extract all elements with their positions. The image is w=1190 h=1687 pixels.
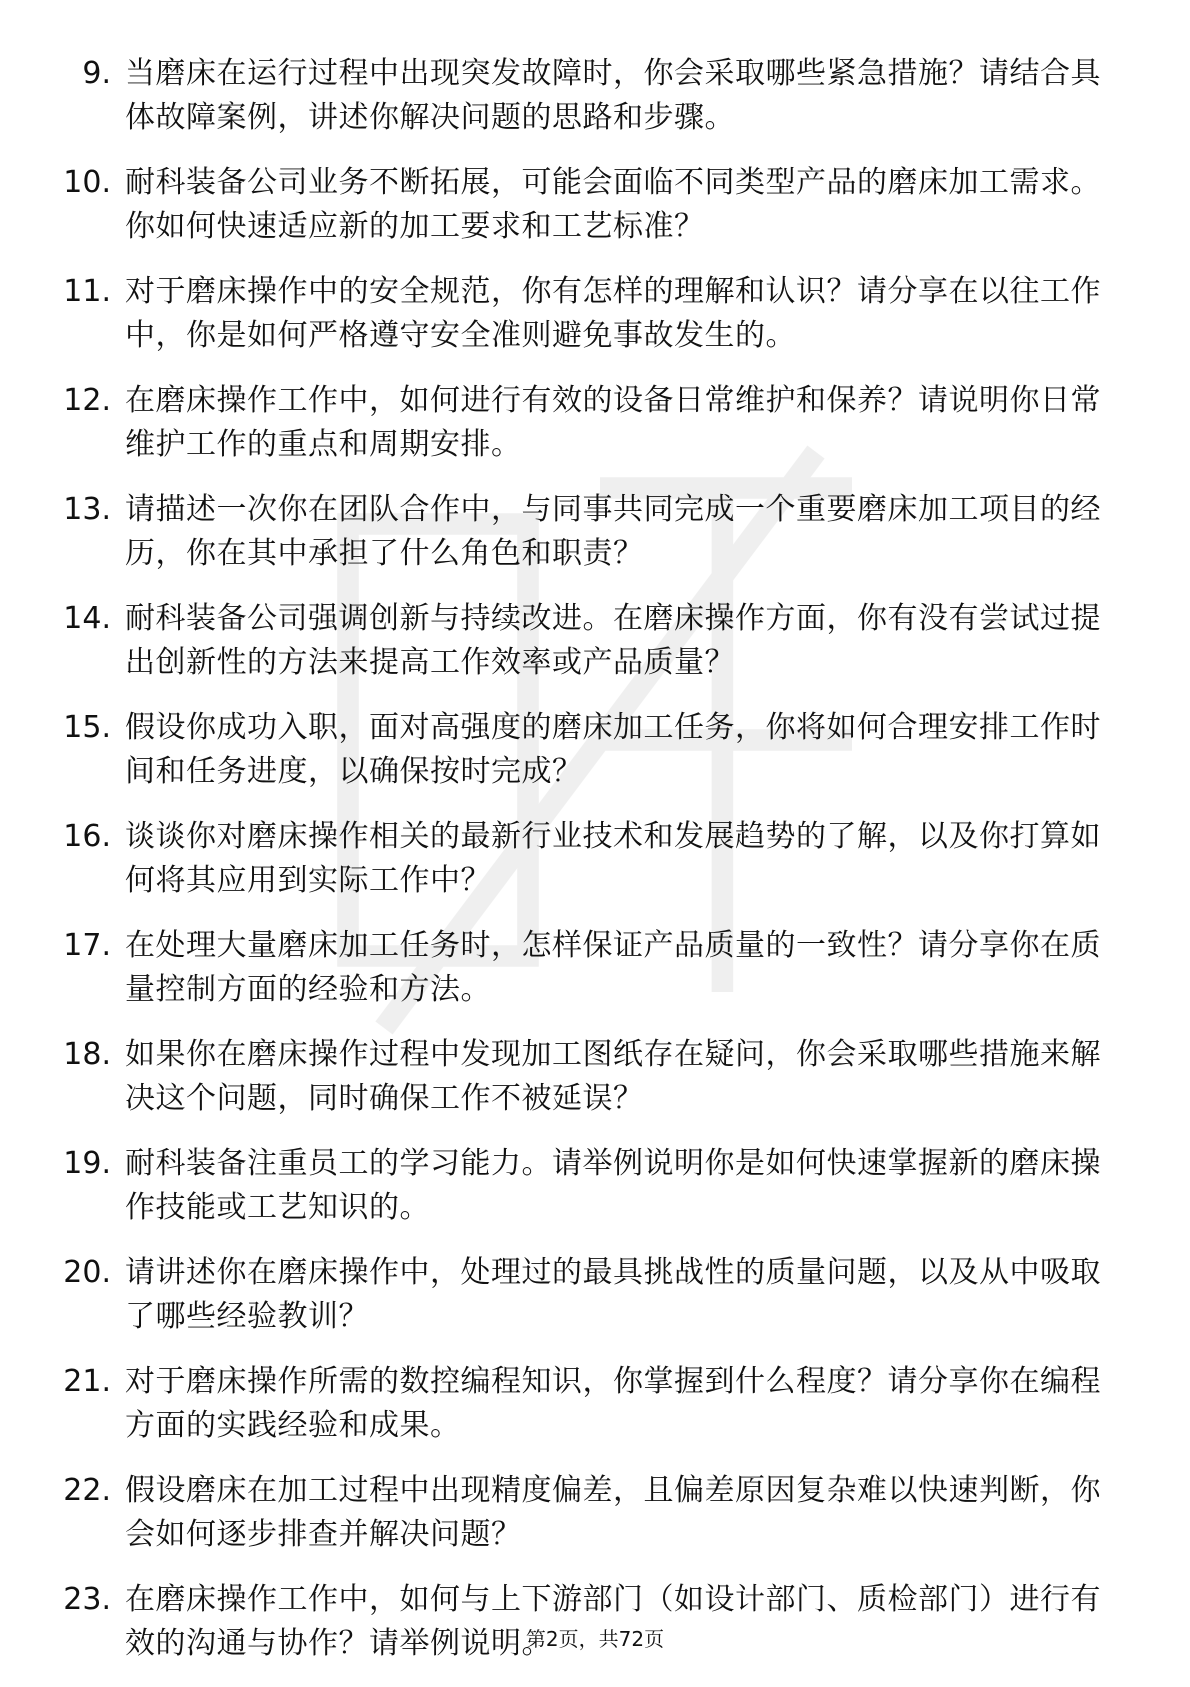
question-text: 耐科装备公司强调创新与持续改进。在磨床操作方面，你有没有尝试过提出创新性的方法来提高工作效率或产品质量？ <box>125 601 1101 680</box>
question-text: 请描述一次你在团队合作中，与同事共同完成一个重要磨床加工项目的经历，你在其中承担了什么角色和职责？ <box>125 492 1101 571</box>
question-text: 在磨床操作工作中，如何与上下游部门（如设计部门、质检部门）进行有效的沟通与协作？请举例说明。 <box>125 1582 1101 1661</box>
list-item <box>55 1578 1105 1666</box>
list-item <box>55 597 1105 685</box>
list-item <box>55 815 1105 903</box>
question-number: 9. <box>82 56 111 91</box>
question-text: 如果你在磨床操作过程中发现加工图纸存在疑问，你会采取哪些措施来解决这个问题，同时确保工作不被延误？ <box>125 1037 1101 1116</box>
list-item <box>55 488 1105 576</box>
question-number: 14. <box>63 601 111 636</box>
question-text: 在磨床操作工作中，如何进行有效的设备日常维护和保养？请说明你日常维护工作的重点和周期安排。 <box>125 383 1101 462</box>
question-number: 13. <box>63 492 111 527</box>
page-footer: 第2页，共72页 <box>525 1627 665 1651</box>
question-text: 耐科装备注重员工的学习能力。请举例说明你是如何快速掌握新的磨床操作技能或工艺知识的。 <box>125 1146 1101 1225</box>
question-text: 假设你成功入职，面对高强度的磨床加工任务，你将如何合理安排工作时间和任务进度，以确保按时完成？ <box>125 710 1101 789</box>
question-number: 10. <box>63 165 111 200</box>
question-number: 21. <box>63 1364 111 1399</box>
list-item <box>55 1251 1105 1339</box>
question-text: 对于磨床操作所需的数控编程知识，你掌握到什么程度？请分享你在编程方面的实践经验和成果。 <box>125 1364 1101 1443</box>
question-number: 12. <box>63 383 111 418</box>
list-item <box>55 161 1105 249</box>
question-number: 11. <box>63 274 111 309</box>
question-number: 17. <box>63 928 111 963</box>
question-text: 对于磨床操作中的安全规范，你有怎样的理解和认识？请分享在以往工作中，你是如何严格遵守安全准则避免事故发生的。 <box>125 274 1101 353</box>
question-text: 假设磨床在加工过程中出现精度偏差，且偏差原因复杂难以快速判断，你会如何逐步排查并解决问题？ <box>125 1473 1101 1552</box>
list-item <box>55 379 1105 467</box>
question-number: 23. <box>63 1582 111 1617</box>
question-text: 耐科装备公司业务不断拓展，可能会面临不同类型产品的磨床加工需求。你如何快速适应新的加工要求和工艺标准？ <box>125 165 1101 244</box>
question-number: 22. <box>63 1473 111 1508</box>
list-item <box>55 1033 1105 1121</box>
question-list <box>55 52 1105 1687</box>
question-number: 16. <box>63 819 111 854</box>
list-item <box>55 1142 1105 1230</box>
question-number: 15. <box>63 710 111 745</box>
list-item <box>55 924 1105 1012</box>
question-text: 在处理大量磨床加工任务时，怎样保证产品质量的一致性？请分享你在质量控制方面的经验和方法。 <box>125 928 1101 1007</box>
list-item <box>55 270 1105 358</box>
question-number: 20. <box>63 1255 111 1290</box>
question-number: 18. <box>63 1037 111 1072</box>
list-item <box>55 706 1105 794</box>
list-item <box>55 52 1105 140</box>
question-text: 当磨床在运行过程中出现突发故障时，你会采取哪些紧急措施？请结合具体故障案例，讲述你解决问题的思路和步骤。 <box>125 56 1101 135</box>
list-item <box>55 1469 1105 1557</box>
question-text: 谈谈你对磨床操作相关的最新行业技术和发展趋势的了解，以及你打算如何将其应用到实际工作中？ <box>125 819 1101 898</box>
list-item <box>55 1360 1105 1448</box>
question-number: 19. <box>63 1146 111 1181</box>
question-text: 请讲述你在磨床操作中，处理过的最具挑战性的质量问题，以及从中吸取了哪些经验教训？ <box>125 1255 1101 1334</box>
